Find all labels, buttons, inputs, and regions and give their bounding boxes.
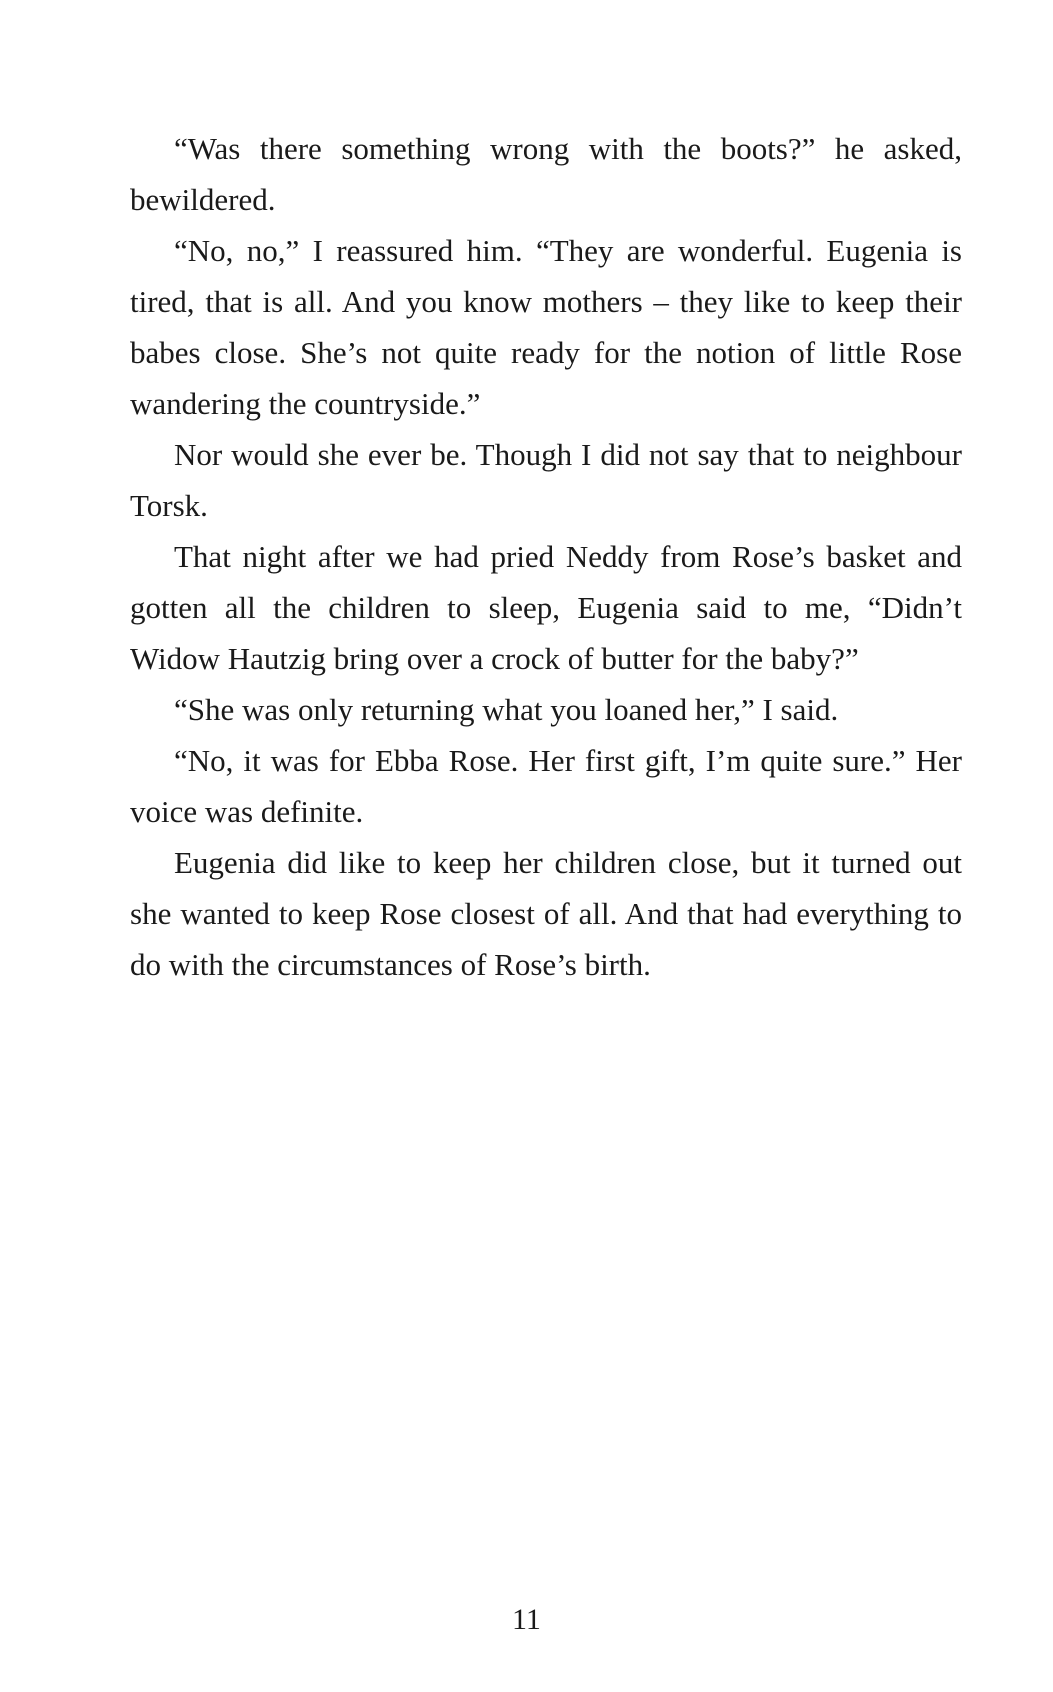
paragraph: “No, no,” I reassured him. “They are wonderful. Eugenia is tired, that is all. And you know mothers – they like to keep their babes close. She’s not quite ready for the notion of little Rose wandering the countryside.” (130, 233, 962, 421)
paragraph: Eugenia did like to keep her children close, but it turned out she wanted to keep Rose closest of all. And that had everything to do with the circumstances of Rose’s birth. (130, 845, 962, 982)
paragraph: “No, it was for Ebba Rose. Her first gift, I’m quite sure.” Her voice was definite. (130, 743, 962, 829)
paragraph: “She was only returning what you loaned her,” I said. (174, 692, 839, 727)
body-text (130, 123, 962, 990)
paragraph: That night after we had pried Neddy from Rose’s basket and gotten all the children to sleep, Eugenia said to me, “Didn’t Widow Hautzig bring over a crock of butter for the baby?” (130, 539, 962, 676)
paragraph: “Was there something wrong with the boots?” he asked, bewildered. (130, 131, 962, 217)
paragraph: Nor would she ever be. Though I did not say that to neighbour Torsk. (130, 437, 962, 523)
page-number: 11 (512, 1603, 541, 1636)
